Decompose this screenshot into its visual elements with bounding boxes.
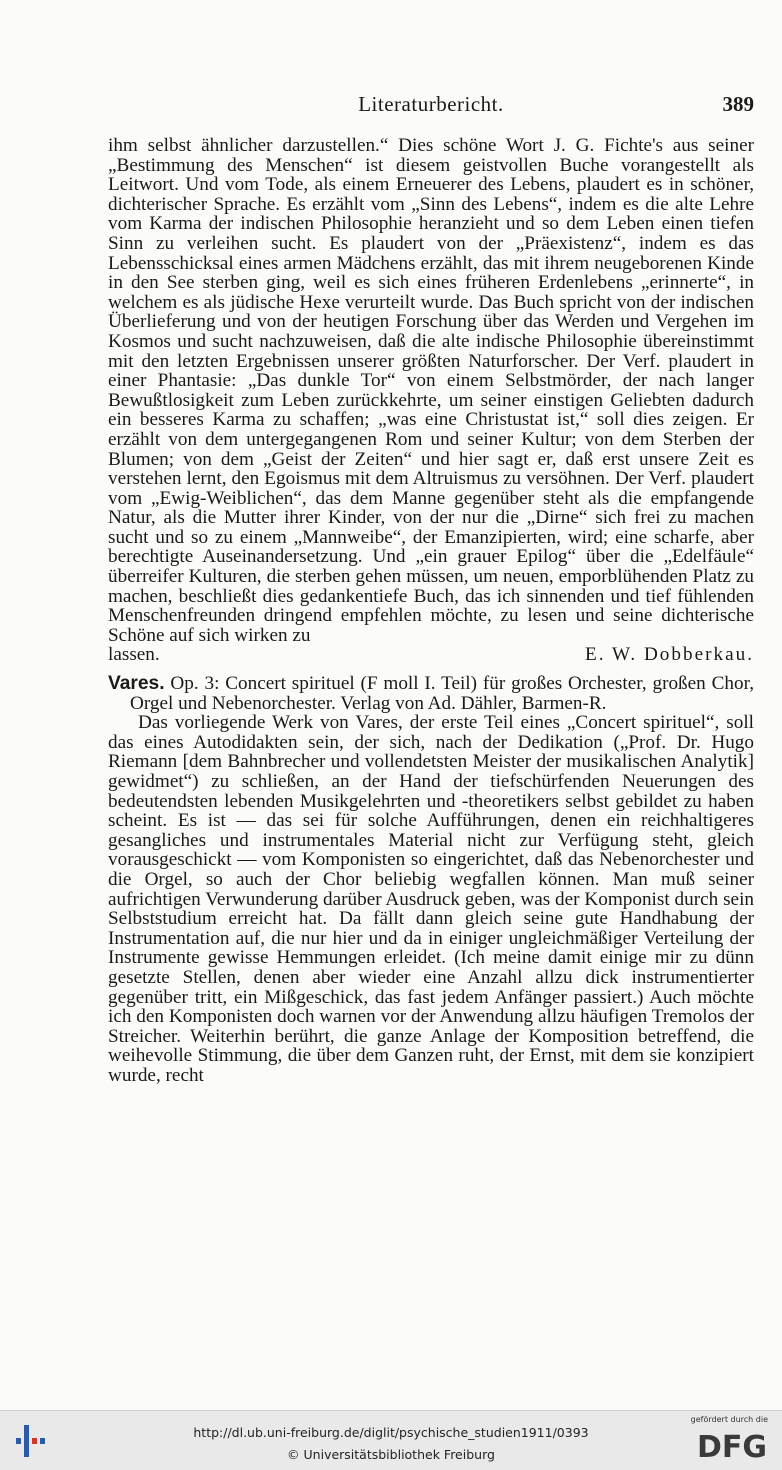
reviewer-signature: E. W. Dobberkau. [585, 644, 754, 666]
closing-word: lassen. [108, 644, 160, 666]
review-continuation-paragraph: ihm selbst ähnlicher darzustellen.“ Dies schöne Wort J. G. Fichte's aus seiner „Bestimmung des Menschen“ ist diesem geistvollen Buche vorangestellt als Leitwort. Und vom Tode, als einem Erneuerer des Lebens, plaudert es in schöner, dichterischer Sprache. Es erzählt vom „Sinn des Lebens“, indem es die alte Lehre vom Karma der indischen Philosophie heranzieht und so dem Leben einen tiefen Sinn zu verleihen sucht. Es plaudert von der „Präexistenz“, indem es das Lebensschicksal eines armen Mädchens erzählt, das mit ihrem neugeborenen Kinde in den See sterben ging, weil es sich eines früheren Erdenlebens „erinnerte“, in welchem es als jüdische Hexe verurteilt wurde. Das Buch spricht von der indischen Überlieferung und von der heutigen Forschung über das Werden und Vergehen im Kosmos und sucht nachzuweisen, daß die alte indische Philosophie übereinstimmt mit den letzten Ergebnissen unserer größten Naturforscher. Der Verf. plaudert in einer Phantasie: „Das dunkle Tor“ von einem Selbstmörder, der nach langer Bewußtlosigkeit zum Leben zurückkehrte, um seiner einstigen Geliebten dadurch ein besseres Karma zu schaffen; „was eine Christustat ist,“ soll dies zeigen. Er erzählt von dem untergegangenen Rom und seiner Kultur; von dem Sterben der Blumen; von dem „Geist der Zeiten“ und hier sagt er, daß erst unsere Zeit es verstehen lernt, den Egoismus mit dem Altruismus zu versöhnen. Der Verf. plaudert vom „Ewig-Weiblichen“, das dem Manne gegenüber steht als die empfangende Natur, als die Mutter ihrer Kinder, von der nur die „Dirne“ sich frei zu machen sucht und so zu einem „Mannweibe“, der Emanzipierten, wird; eine scharfe, aber berechtigte Auseinandersetzung. Und „ein grauer Epilog“ über die „Edelfäule“ überreifer Kulturen, die sterben gehen müssen, um neuen, emporblühenden Platz zu machen, beschließt dies gedankentiefe Buch, das ich sinnenden und tief fühlenden Menschenfreunden dringend empfehlen möchte, zu lesen und seine dichterische Schöne auf sich wirken zu [108, 135, 754, 646]
review-heading [108, 674, 754, 713]
work-title: Op. 3: Concert spirituel (F moll I. Teil) für großes Orchester, großen Chor, Orgel und Nebenorchester. Verlag von Ad. Dähler, Barmen-R. [130, 673, 754, 714]
dfg-logo-icon[interactable] [694, 1426, 770, 1464]
running-head: Literaturbericht. [358, 92, 504, 116]
signature-line [108, 645, 754, 665]
page-header [108, 92, 754, 120]
page-number: 389 [722, 92, 754, 116]
permalink-url[interactable]: http://dl.ub.uni-freiburg.de/diglit/psychische_studien1911/0393 [193, 1425, 589, 1440]
copyright-notice: © Universitätsbibliothek Freiburg [287, 1447, 495, 1462]
dfg-logo-text: DFG [696, 1430, 768, 1464]
review-paragraph: Das vorliegende Werk von Vares, der erste Teil eines „Concert spirituel“, soll das eines Autodidakten sein, der sich, nach der Dedikation („Prof. Dr. Hugo Riemann [dem Bahnbrecher und vollendetsten Meister der musikalischen Analytik] gewidmet“) zu schließen, an der Hand der tiefschürfenden Neuerungen des bedeutendsten lebenden Musikgelehrten und -theoretikers selbst gebildet zu haben scheint. Es ist — das sei für solche Aufführungen, denen ein reichhaltigeres gesangliches und instrumentales Material nicht zur Verfügung steht, gleich vorausgeschickt — vom Komponisten so eingerichtet, daß das Nebenorchester und die Orgel, so auch der Chor beliebig wegfallen können. Man muß seiner aufrichtigen Verwunderung darüber Ausdruck geben, was der Komponist durch sein Selbststudium erreicht hat. Da fällt dann gleich seine gute Handhabung der Instrumentation auf, die nur hier und da in einiger ungleichmäßiger Verteilung der Instrumente gewisse Hemmungen erleidet. (Ich meine damit einige mir zu dünn gesetzte Stellen, denen aber wieder eine Anzahl allzu dick instrumentierter gegenüber tritt, ein Mißgeschick, das fast jedem Anfänger passiert.) Auch möchte ich den Komponisten doch warnen vor der Anwendung allzu häufigen Tremolos der Streicher. Weiterhin berührt, die ganze Anlage der Komposition betreffend, die weihevolle Stimmung, die über dem Ganzen ruht, der Ernst, mit dem sie konzipiert wurde, recht [108, 712, 754, 1086]
page-body [108, 136, 754, 1086]
composer-name: Vares. [108, 673, 165, 695]
viewer-footer [0, 1410, 782, 1470]
dfg-funding-note: gefördert durch die [690, 1415, 768, 1424]
